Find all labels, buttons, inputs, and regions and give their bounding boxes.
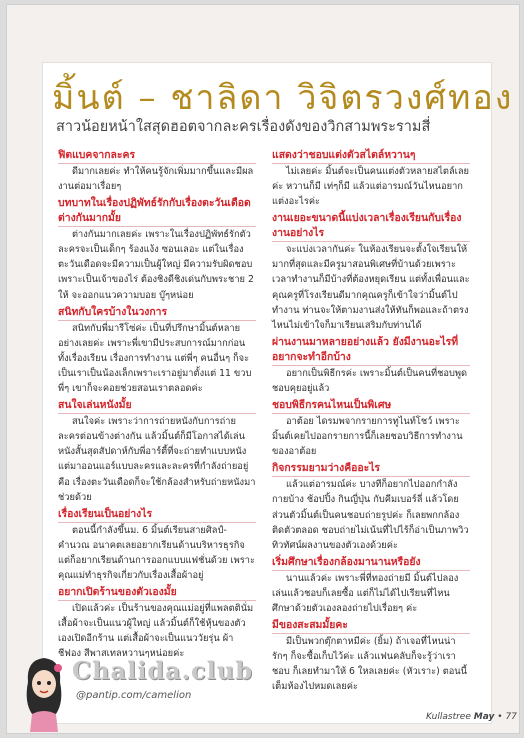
qa-section xyxy=(58,305,256,396)
bullet-icon: • xyxy=(497,712,503,722)
qa-section xyxy=(272,461,470,552)
answer-text: ต่างกันมากเลยค่ะ เพราะในเรื่องปฏิพัทธ์รักตัวละครจะเป็นเด็กๆ ร้องแง้ง ซอนเลอะ แต่ในเรื่องตะวันเดือดจะมีความเป็นผู้ใหญ่ มีความรับผิดชอบเพราะเป็นเจ้าของไร่ ต้องชิงดีชิงเด่นกับพระชาย 2 ให้ จะออกแนวความบอย บู๊ๆหน่อย xyxy=(58,229,254,301)
question-heading: ผ่านงานมาหลายอย่างแล้ว ยังมีงานอะไรที่อยากจะทำอีกบ้าง xyxy=(272,335,470,366)
answer-text: นานแล้วค่ะ เพราะพี่ที่ทองถ่ายมี มิ้นต์ไปลองเล่นแล้วชอบก็เลยซื้อ แต่ก็ไม่ได้ไปเรียนที่ไหน ศึกษาด้วยตัวเองลองถ่ายไปเรื่อยๆ ค่ะ xyxy=(272,572,459,614)
watermark-logo xyxy=(18,652,253,734)
question-heading: ชอบพิธีกรคนไหนเป็นพิเศษ xyxy=(272,398,470,414)
question-heading: เริ่มศึกษาเรื่องกล้องมานานหรือยัง xyxy=(272,555,470,571)
answer-text: แล้วแต่อารมณ์ค่ะ บางทีก็อยากไปออกกำลังกายบ้าง ช้อปปิ้ง กินญี่ปุ่น กับคีมเบอร์ลี่ แล้วโดยส่วนตัวมิ้นต์เป็นคนชอบถ่ายรูปค่ะ ก็เลยพกกล้องติดตัวตลอด ชอบถ่ายไม่เน้นที่ไปไร้ก็อ่าเป็นภาพวิวทิวทัศน์ผลงานของตัวเองด้วยค่ะ xyxy=(272,479,469,551)
answer-text: สนิทกับพี่มารีโซ่ค่ะ เป็นที่ปรึกษามิ้นต์หลายอย่างเลยค่ะ เพราะพี่เขามีประสบการณ์มากก่อน ทั้งเรื่องเรียน เรื่องการทำงาน แต่พี่ๆ คนอื่นๆ ก็จะเป็นเราเป็นน้องเล็กเพราะเราอยู่มาตั้งแต่ 11 ขวบ พี่ๆ เขาก็จะคอยช่วยสอนเราตลอดค่ะ xyxy=(58,322,252,395)
answer-text: เปิดแล้วค่ะ เป็นร้านของคุณแม่อยู่ที่แพลตตินั่มเสื้อผ้าจะเป็นแนวผู้ใหญ่ แล้วมิ้นต์ก็ใช้หุ้นของตัวเองเปิดอีกร้าน แต่เสื้อผ้าจะเป็นแนววัยรุ่น ผ้าชีฟอง สีพาสเทลหวานๆหน่อยค่ะ xyxy=(58,603,254,660)
qa-section xyxy=(272,398,470,459)
article-title: มิ้นต์ – ชาลิดา วิจิตรวงศ์ทอง xyxy=(52,78,514,118)
qa-section xyxy=(272,618,470,694)
handle-text: @pantip.com/camelion xyxy=(76,690,192,701)
answer-text: อยากเป็นพิธีกรค่ะ เพราะมิ้นต์เป็นคนที่ชอบพูดชอบคุยอยู่แล้ว xyxy=(272,367,468,394)
left-column xyxy=(58,148,256,663)
qa-section xyxy=(58,585,256,661)
question-heading: ฟิตแบคจากละคร xyxy=(58,148,256,164)
issue-month: May xyxy=(473,712,495,722)
qa-section xyxy=(58,507,256,583)
answer-text: อาต้อย ไดรมพจากรายการทูไนท์โชว์ เพราะมิ้นต์เคยไปออกรายการนี้ก็เลยชอบวิธีการทำงานของอาต้อย xyxy=(272,416,463,458)
question-heading: แสดงว่าชอบแต่งตัวสไตล์หวานๆ xyxy=(272,148,470,164)
page-number: 77 xyxy=(505,712,517,722)
brand-text: Chalida.club xyxy=(72,656,253,685)
question-heading: บทบาทในเรื่องปฏิพัทธ์รักกับเรื่องตะวันเดือดต่างกันมากมั้ย xyxy=(58,196,256,227)
article-subtitle: สาวน้อยหน้าใสสุดฮอตจากละครเรื่องดังของวิกสามพระรามสี่ xyxy=(56,119,431,135)
cartoon-girl-icon xyxy=(18,652,70,732)
qa-section xyxy=(272,335,470,396)
magazine-name: Kullastree xyxy=(426,712,471,722)
answer-text: ไม่เลยค่ะ มิ้นต์จะเป็นคนแต่งตัวหลายสไตล์เลยค่ะ หวานก็มี เท่ๆก็มี แล้วแต่อารมณ์วันไหนอยากแต่งอะไรค่ะ xyxy=(272,166,469,208)
qa-section xyxy=(272,555,470,616)
question-heading: สนิทกับใครบ้างในวงการ xyxy=(58,305,256,321)
answer-text: ตอนนี้กำลังขึ้นม. 6 มิ้นต์เรียนสายศิลป์-คำนวณ อนาคตเลยอยากเรียนด้านบริหารธุรกิจ แต่ก็อยากเรียนด้านการออกแบบแฟชั่นด้วย เพราะคุณแม่ทำธุรกิจเกี่ยวกับเรื่องเสื้อผ้าอยู่ xyxy=(58,524,255,581)
answer-text: สนใจค่ะ เพราะว่าการถ่ายหนังกับการถ่ายละครต่อนข้างต่างกัน แล้วมิ้นต์ก็มีโอกาสได้เล่นหนังสั้นสุดสัปดาห์กับพี่อาร์ตี้ที่จะถ่ายทำแบบหนัง แต่มาออนแอร์แบบละครและละครที่กำลังถ่ายอยู่ คือ เรื่องตะวันเดือดก็จะใช้กล้องสำหรับถ่ายหนังมาช่วยด้วย xyxy=(58,416,256,503)
qa-section xyxy=(58,398,256,505)
qa-section xyxy=(272,148,470,209)
question-heading: มีของสะสมมั้ยคะ xyxy=(272,618,470,634)
qa-section xyxy=(58,196,256,302)
page-footer xyxy=(426,712,517,722)
question-heading: งานเยอะขนาดนี้แบ่งเวลาเรื่องเรียนกับเรื่องงานอย่างไร xyxy=(272,211,470,242)
qa-section xyxy=(272,211,470,333)
answer-text: มีเป็นพวกตุ๊กตาหมีค่ะ (ยิ้ม) ถ้าเจอที่ไหนน่ารักๆ ก็จะซื้อเก็บไว้ค่ะ แล้วแฟนคลับก็จะรู้ว่าเราชอบ ก็เลยทำมาให้ 6 ใหลเลยค่ะ (หัวเราะ) ตอนนี้เต็มห้องไปหมดเลยค่ะ xyxy=(272,636,468,693)
question-heading: เรื่องเรียนเป็นอย่างไร xyxy=(58,507,256,523)
question-heading: อยากเปิดร้านของตัวเองมั้ย xyxy=(58,585,256,601)
answer-text: ดีมากเลยค่ะ ทำให้คนรู้จักเพิ่มมากขึ้นและมีผลงานต่อมาเรื่อยๆ xyxy=(58,166,254,193)
question-heading: กิจกรรมยามว่างคืออะไร xyxy=(272,461,470,477)
right-column xyxy=(272,148,470,696)
answer-text: จะแบ่งเวลากันค่ะ ในห้องเรียนจะตั้งใจเรียนให้มากที่สุดและมีครูมาสอนพิเศษที่บ้านด้วยเพราะเวลาทำงานก็มีบ้างที่ต้องหยุดเรียน แต่ทั้งเพื่อนและคุณครูที่โรงเรียนดีมากคุณครูก็เข้าใจว่ามิ้นต์ไปทำงาน ท่านจะให้ตามงานส่งให้ทันก็พอและถ้าตรงไหนไม่เข้าใจก็มาเรียนเสริมกับท่านได้ xyxy=(272,244,470,331)
qa-section xyxy=(58,148,256,194)
question-heading: สนใจเล่นหนังมั้ย xyxy=(58,398,256,414)
